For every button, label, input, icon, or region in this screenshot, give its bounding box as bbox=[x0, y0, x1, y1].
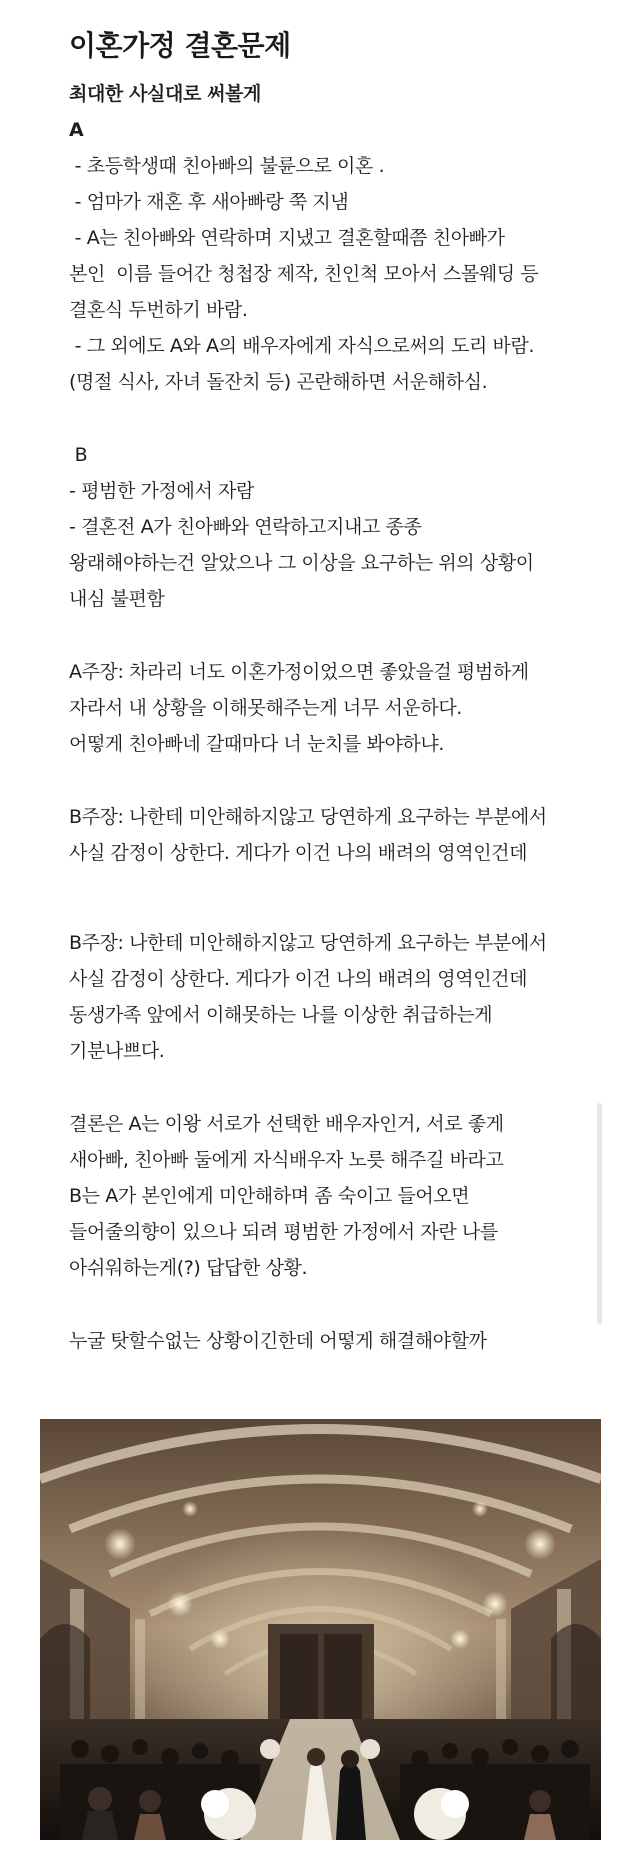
b-claim-line: 동생가족 앞에서 이해못하는 나를 이상한 취급하는게 bbox=[69, 1004, 493, 1026]
conclusion-line: 들어줄의향이 있으나 되려 평범한 가정에서 자란 나를 bbox=[69, 1221, 498, 1243]
section-a-line: - A는 친아빠와 연락하며 지냈고 결혼할때쯤 친아빠가 bbox=[69, 227, 505, 249]
section-a-heading: A bbox=[69, 119, 84, 141]
section-b-line: 내심 불편함 bbox=[69, 588, 165, 610]
section-b-heading: B bbox=[69, 444, 88, 466]
conclusion-line: 새아빠, 친아빠 둘에게 자식배우자 노릇 해주길 바라고 bbox=[69, 1149, 504, 1171]
b-claim-line: 사실 감정이 상한다. 게다가 이건 나의 배려의 영역인건데 bbox=[69, 842, 528, 864]
a-claim-line: 자라서 내 상황을 이해못해주는게 너무 서운하다. bbox=[69, 697, 462, 719]
section-b-line: - 평범한 가정에서 자람 bbox=[69, 480, 254, 502]
scrollbar[interactable] bbox=[597, 1103, 602, 1324]
conclusion-line: 결론은 A는 이왕 서로가 선택한 배우자인거, 서로 좋게 bbox=[69, 1113, 504, 1135]
b-claim-line: B주장: 나한테 미안해하지않고 당연하게 요구하는 부분에서 bbox=[69, 806, 547, 828]
conclusion-line: B는 A가 본인에게 미안해하며 좀 숙이고 들어오면 bbox=[69, 1185, 470, 1207]
a-claim-line: 어떻게 친아빠네 갈때마다 너 눈치를 봐야하냐. bbox=[69, 733, 444, 755]
post-title: 이혼가정 결혼문제 bbox=[69, 29, 291, 62]
section-a-line: - 엄마가 재혼 후 새아빠랑 쭉 지냄 bbox=[69, 191, 349, 213]
wedding-ceremony-photo bbox=[40, 1419, 601, 1840]
post-subtitle: 최대한 사실대로 써볼게 bbox=[69, 83, 261, 105]
conclusion-line: 아쉬워하는게(?) 답답한 상황. bbox=[69, 1257, 308, 1279]
section-a-line: - 초등학생때 친아빠의 불륜으로 이혼 . bbox=[69, 155, 385, 177]
section-b-line: 왕래해야하는건 알았으나 그 이상을 요구하는 위의 상황이 bbox=[69, 552, 534, 574]
b-claim-line: B주장: 나한테 미안해하지않고 당연하게 요구하는 부분에서 bbox=[69, 932, 547, 954]
section-b-line: - 결혼전 A가 친아빠와 연락하고지내고 종종 bbox=[69, 516, 422, 538]
b-claim-line: 기분나쁘다. bbox=[69, 1040, 165, 1062]
closing-line: 누굴 탓할수없는 상황이긴한데 어떻게 해결해야할까 bbox=[69, 1330, 487, 1352]
section-a-line: (명절 식사, 자녀 돌잔치 등) 곤란해하면 서운해하심. bbox=[69, 371, 488, 393]
b-claim-line: 사실 감정이 상한다. 게다가 이건 나의 배려의 영역인건데 bbox=[69, 968, 528, 990]
a-claim-line: A주장: 차라리 너도 이혼가정이었으면 좋았을걸 평범하게 bbox=[69, 661, 529, 683]
section-a-line: - 그 외에도 A와 A의 배우자에게 자식으로써의 도리 바람. bbox=[69, 335, 535, 357]
section-a-line: 결혼식 두번하기 바람. bbox=[69, 299, 248, 321]
section-a-line: 본인 이름 들어간 청첩장 제작, 친인척 모아서 스몰웨딩 등 bbox=[69, 263, 539, 285]
